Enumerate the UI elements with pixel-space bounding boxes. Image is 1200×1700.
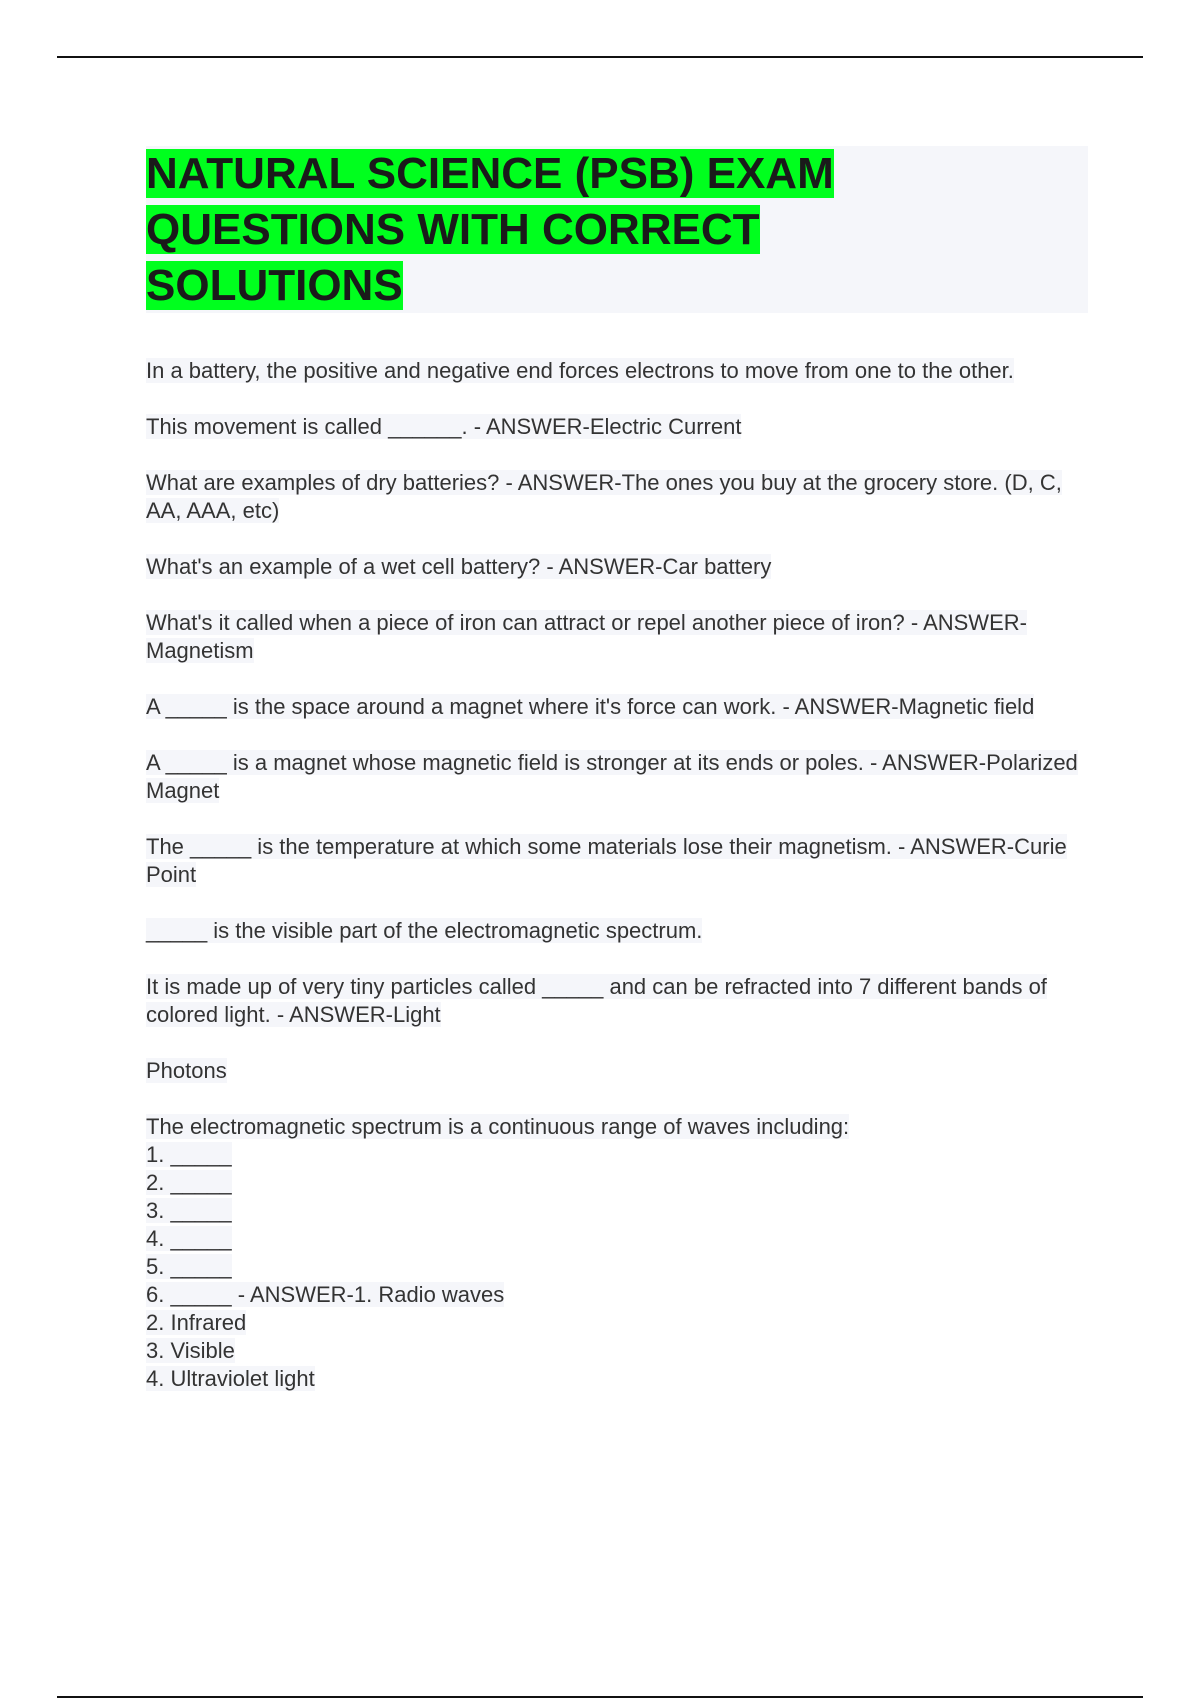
title-highlight: NATURAL SCIENCE (PSB) EXAM QUESTIONS WITH CORRECT SOLUTIONS [146, 149, 834, 310]
document-title [146, 146, 936, 314]
list-item: 2. Infrared [146, 1310, 247, 1335]
question-paragraph: What are examples of dry batteries? - ANSWER-The ones you buy at the grocery store. (D, C, AA, AAA, etc) [146, 470, 1062, 523]
list-item: 4. Ultraviolet light [146, 1366, 315, 1391]
question-paragraph: What's it called when a piece of iron can attract or repel another piece of iron? - ANSWER-Magnetism [146, 610, 1027, 663]
footer-rule [57, 1696, 1143, 1698]
document-body [146, 357, 1096, 1393]
question-paragraph: The _____ is the temperature at which some materials lose their magnetism. - ANSWER-Curie Point [146, 834, 1067, 887]
spectrum-question [146, 1113, 1096, 1393]
question-paragraph: What's an example of a wet cell battery? - ANSWER-Car battery [146, 554, 772, 579]
list-item: 2. _____ [146, 1170, 232, 1195]
question-paragraph: This movement is called ______. - ANSWER-Electric Current [146, 414, 742, 439]
list-item: 6. _____ - ANSWER-1. Radio waves [146, 1282, 505, 1307]
question-paragraph: In a battery, the positive and negative end forces electrons to move from one to the other. [146, 358, 1014, 383]
title-block [146, 146, 1088, 313]
header-rule [57, 56, 1143, 58]
question-paragraph: A _____ is a magnet whose magnetic field is stronger at its ends or poles. - ANSWER-Polarized Magnet [146, 750, 1078, 803]
list-item: 5. _____ [146, 1254, 232, 1279]
question-paragraph: It is made up of very tiny particles called _____ and can be refracted into 7 different bands of colored light. - ANSWER-Light [146, 974, 1047, 1027]
spectrum-intro: The electromagnetic spectrum is a continuous range of waves including: [146, 1114, 850, 1139]
list-item: 3. _____ [146, 1198, 232, 1223]
question-paragraph: Photons [146, 1058, 227, 1083]
list-item: 3. Visible [146, 1338, 235, 1363]
list-item: 1. _____ [146, 1142, 232, 1167]
question-paragraph: A _____ is the space around a magnet where it's force can work. - ANSWER-Magnetic field [146, 694, 1035, 719]
list-item: 4. _____ [146, 1226, 232, 1251]
question-paragraph: _____ is the visible part of the electromagnetic spectrum. [146, 918, 703, 943]
